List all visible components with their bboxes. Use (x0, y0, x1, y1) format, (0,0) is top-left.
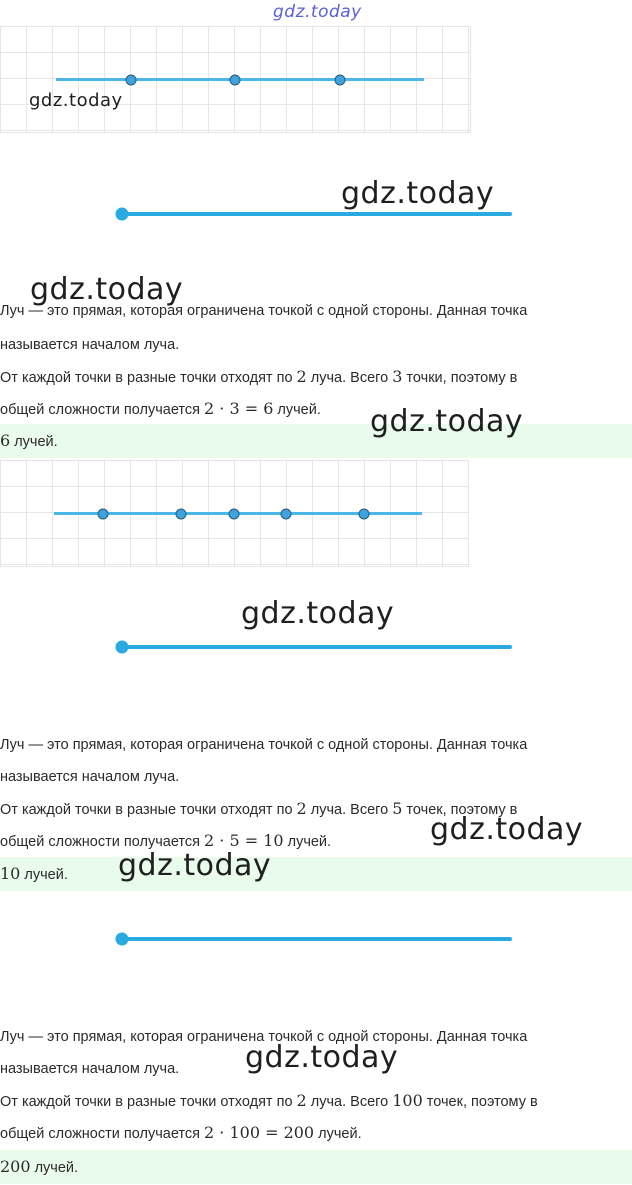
point-2 (176, 509, 187, 520)
answer-box-2: 10 лучей. (0, 857, 632, 891)
watermark-ray-1: gdz.today (341, 176, 495, 211)
watermark-figure-1: gdz.today (29, 90, 123, 111)
point-2 (230, 75, 241, 86)
watermark-answer-2: gdz.today (118, 848, 272, 883)
watermark-answer-1: gdz.today (370, 404, 524, 439)
point-3 (229, 509, 240, 520)
point-1 (126, 75, 137, 86)
ray-2-start-point (116, 641, 129, 654)
definition-line-2: называется началом луча. (0, 769, 180, 785)
ray-2 (122, 645, 512, 649)
explanation-line-2: общей сложности получается 2 · 3 = 6 лучей. (0, 399, 321, 418)
answer-box-3: 200 лучей. (0, 1150, 632, 1184)
definition-line-2: называется началом луча. (0, 1061, 180, 1077)
explanation-line-1: От каждой точки в разные точки отходят по 2 луча. Всего 5 точек, поэтому в (0, 799, 518, 818)
definition-line-1: Луч — это прямая, которая ограничена точкой с одной стороны. Данная точка (0, 737, 528, 753)
ray-1 (122, 212, 512, 216)
watermark-ray-2: gdz.today (241, 596, 395, 631)
definition-line-2: называется началом луча. (0, 337, 180, 353)
explanation-line-1: От каждой точки в разные точки отходят по 2 луча. Всего 3 точки, поэтому в (0, 367, 518, 386)
ray-3 (122, 937, 512, 941)
ray-3-start-point (116, 933, 129, 946)
ray-1-start-point (116, 208, 129, 221)
definition-line-1: Луч — это прямая, которая ограничена точкой с одной стороны. Данная точка (0, 1029, 528, 1045)
watermark-section-2: gdz.today (430, 812, 584, 847)
point-5 (359, 509, 370, 520)
explanation-line-2: общей сложности получается 2 · 100 = 200 лучей. (0, 1123, 362, 1142)
point-1 (98, 509, 109, 520)
point-4 (281, 509, 292, 520)
watermark-section-1: gdz.today (30, 272, 184, 307)
point-3 (335, 75, 346, 86)
answer-box-1: 6 лучей. (0, 424, 632, 458)
explanation-line-2: общей сложности получается 2 · 5 = 10 лучей. (0, 831, 332, 850)
watermark-top: gdz.today (273, 2, 362, 22)
watermark-section-3: gdz.today (245, 1040, 399, 1075)
explanation-line-1: От каждой точки в разные точки отходят по 2 луча. Всего 100 точек, поэтому в (0, 1091, 538, 1110)
definition-line-1: Луч — это прямая, которая ограничена точкой с одной стороны. Данная точка (0, 303, 528, 319)
